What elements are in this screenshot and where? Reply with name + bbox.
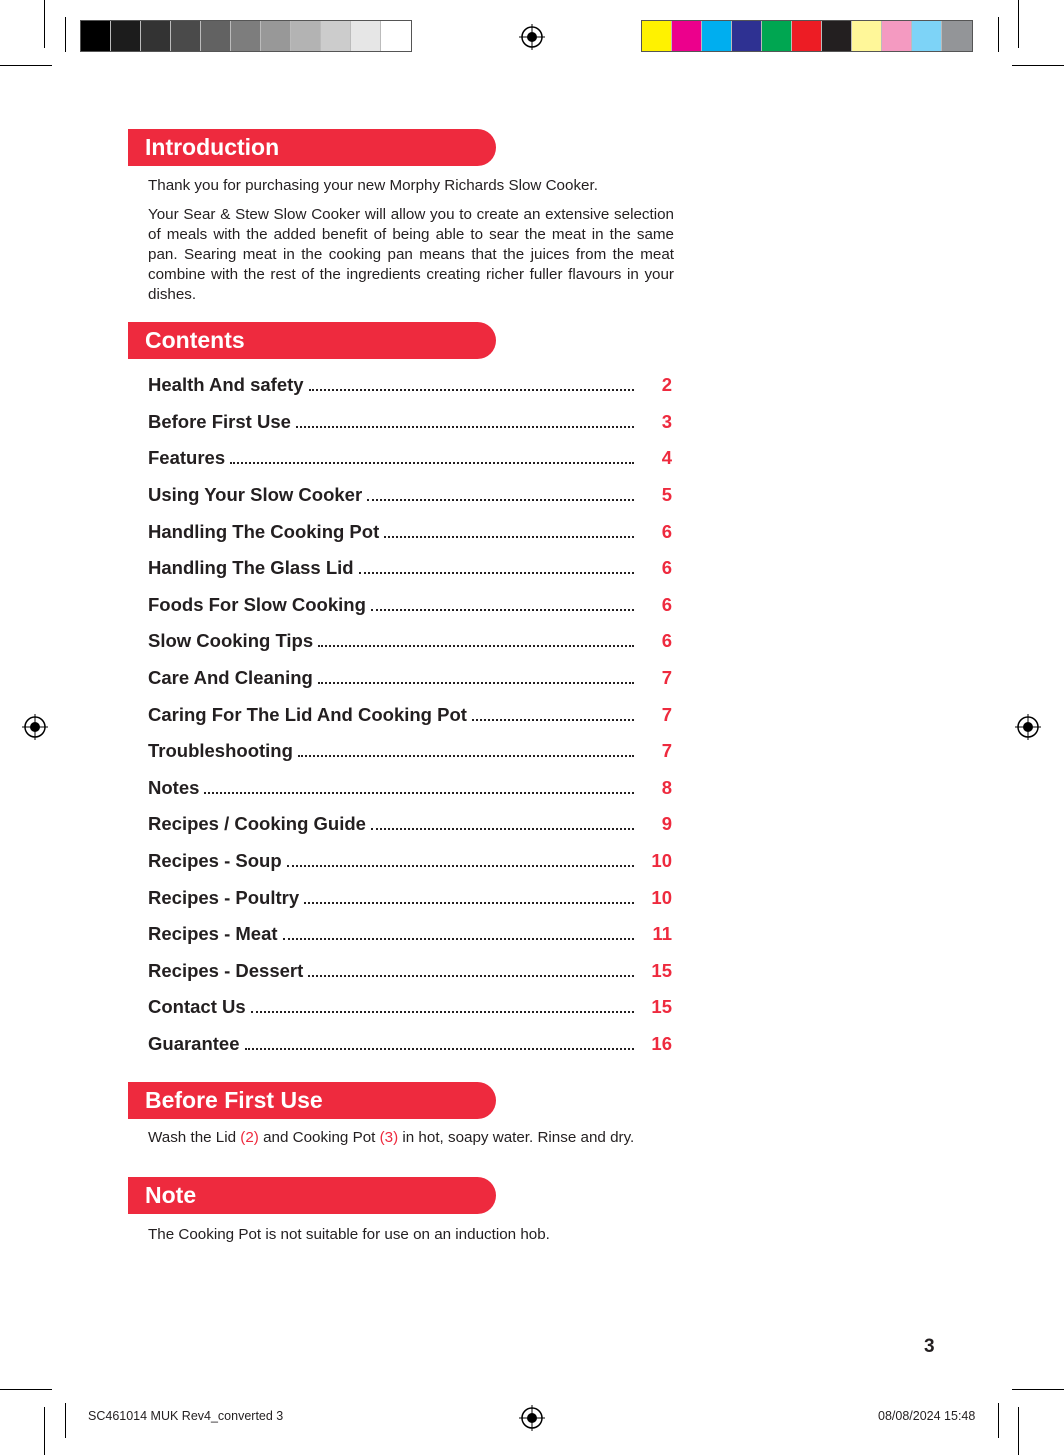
contents-entry-title: Handling The Glass Lid bbox=[148, 557, 354, 579]
contents-entry bbox=[148, 550, 672, 587]
dot-leader bbox=[304, 901, 634, 904]
contents-entry-title-row bbox=[148, 996, 634, 1018]
before-first-use-text-2: and Cooking Pot bbox=[258, 1129, 380, 1146]
contents-entry-title: Recipes - Soup bbox=[148, 850, 282, 872]
process-color-swatch bbox=[822, 21, 852, 51]
contents-entry-page: 9 bbox=[661, 813, 672, 835]
introduction-paragraph-2: Your Sear & Stew Slow Cooker will allow you to create an extensive selection of meals with the added benefit of being able to sear the meat in the same pan. Searing meat in the cooking pan means that the juices from the meat combine with the rest of the ingredients creating richer fuller flavours in your dishes. bbox=[148, 206, 674, 303]
registration-target-icon bbox=[22, 714, 48, 740]
dot-leader bbox=[371, 608, 634, 611]
dot-leader bbox=[308, 974, 634, 977]
registration-target-icon bbox=[519, 24, 545, 50]
introduction-paragraph-1: Thank you for purchasing your new Morphy Richards Slow Cooker. bbox=[148, 177, 598, 194]
contents-entry-title-row bbox=[148, 960, 634, 982]
before-first-use-text-1: Wash the Lid bbox=[148, 1129, 241, 1146]
contents-entry-page: 3 bbox=[661, 410, 672, 432]
contents-entry bbox=[148, 989, 672, 1026]
registration-target-icon bbox=[519, 1405, 545, 1431]
crop-mark-bottom-right-v2 bbox=[998, 1403, 999, 1438]
contents-entry bbox=[148, 696, 672, 733]
contents-entry-page: 7 bbox=[661, 667, 672, 689]
gray-swatch bbox=[351, 21, 381, 51]
contents-entry-title: Recipes - Poultry bbox=[148, 886, 300, 908]
footer-file-info: SC461014 MUK Rev4_converted 3 bbox=[88, 1409, 284, 1423]
note-heading: Note bbox=[128, 1177, 496, 1214]
contents-entry-page: 10 bbox=[651, 850, 672, 872]
contents-entry-page: 7 bbox=[661, 740, 672, 762]
contents-entry-page: 7 bbox=[661, 703, 672, 725]
contents-entry-title-row bbox=[148, 411, 634, 433]
dot-leader bbox=[296, 425, 634, 428]
contents-entry-page: 6 bbox=[661, 557, 672, 579]
contents-entry-title-row bbox=[148, 630, 634, 652]
contents-entry bbox=[148, 587, 672, 624]
crop-mark-top-right-v bbox=[1018, 0, 1019, 48]
gray-swatch bbox=[201, 21, 231, 51]
note-text: The Cooking Pot is not suitable for use on an induction hob. bbox=[148, 1226, 550, 1243]
footer-timestamp: 08/08/2024 15:48 bbox=[878, 1409, 976, 1423]
gray-swatch bbox=[381, 21, 411, 51]
contents-entry-title: Recipes - Dessert bbox=[148, 959, 304, 981]
dot-leader bbox=[318, 681, 634, 684]
contents-entry bbox=[148, 770, 672, 807]
contents-entry-title-row bbox=[148, 1033, 634, 1055]
contents-entry bbox=[148, 953, 672, 990]
crop-mark-top-left-h bbox=[0, 65, 52, 66]
contents-entry-title: Caring For The Lid And Cooking Pot bbox=[148, 703, 467, 725]
contents-heading: Contents bbox=[128, 322, 496, 359]
contents-entry-title: Guarantee bbox=[148, 1032, 240, 1054]
contents-entry-page: 4 bbox=[661, 447, 672, 469]
contents-entry-title: Slow Cooking Tips bbox=[148, 630, 314, 652]
dot-leader bbox=[472, 718, 634, 721]
dot-leader bbox=[384, 535, 634, 538]
contents-entry-title-row bbox=[148, 887, 634, 909]
process-color-swatch bbox=[882, 21, 912, 51]
crop-mark-top-right-h bbox=[1012, 65, 1064, 66]
gray-swatch bbox=[141, 21, 171, 51]
dot-leader bbox=[230, 461, 634, 464]
contents-entry-title-row bbox=[148, 667, 634, 689]
contents-entry-title: Handling The Cooking Pot bbox=[148, 520, 380, 542]
contents-list bbox=[148, 367, 672, 1062]
contents-entry-title-row bbox=[148, 447, 634, 469]
contents-entry-title: Contact Us bbox=[148, 996, 246, 1018]
contents-entry bbox=[148, 513, 672, 550]
contents-entry-page: 11 bbox=[652, 923, 672, 945]
contents-entry-page: 6 bbox=[661, 520, 672, 542]
contents-entry-title: Features bbox=[148, 447, 226, 469]
contents-entry bbox=[148, 733, 672, 770]
dot-leader bbox=[245, 1047, 634, 1050]
gray-swatch bbox=[261, 21, 291, 51]
contents-entry-title-row bbox=[148, 740, 634, 762]
contents-entry-title-row bbox=[148, 484, 634, 506]
contents-entry bbox=[148, 440, 672, 477]
cooking-pot-reference: (3) bbox=[379, 1129, 399, 1146]
contents-entry-page: 5 bbox=[661, 484, 672, 506]
process-color-swatch bbox=[672, 21, 702, 51]
introduction-heading: Introduction bbox=[128, 129, 496, 166]
gray-swatch bbox=[231, 21, 261, 51]
contents-entry-title-row bbox=[148, 521, 634, 543]
process-color-swatch bbox=[702, 21, 732, 51]
contents-entry bbox=[148, 879, 672, 916]
contents-entry-title-row bbox=[148, 704, 634, 726]
contents-entry-title-row bbox=[148, 813, 634, 835]
contents-entry-title-row bbox=[148, 923, 634, 945]
contents-entry-title-row bbox=[148, 850, 634, 872]
gray-swatch bbox=[111, 21, 141, 51]
crop-mark-top-right-v2 bbox=[998, 17, 999, 52]
dot-leader bbox=[283, 937, 634, 940]
registration-target-icon bbox=[1015, 714, 1041, 740]
contents-entry-title: Recipes / Cooking Guide bbox=[148, 813, 366, 835]
gray-swatch bbox=[81, 21, 111, 51]
process-color-swatch bbox=[792, 21, 822, 51]
dot-leader bbox=[367, 498, 634, 501]
dot-leader bbox=[204, 791, 634, 794]
contents-entry-title: Troubleshooting bbox=[148, 740, 293, 762]
contents-entry-title: Foods For Slow Cooking bbox=[148, 593, 366, 615]
grayscale-color-bar bbox=[80, 20, 412, 52]
lid-reference: (2) bbox=[240, 1129, 259, 1146]
crop-mark-bottom-left-h bbox=[0, 1389, 52, 1390]
before-first-use-heading: Before First Use bbox=[128, 1082, 496, 1119]
dot-leader bbox=[309, 388, 634, 391]
contents-entry bbox=[148, 477, 672, 514]
dot-leader bbox=[251, 1010, 634, 1013]
contents-entry bbox=[148, 623, 672, 660]
contents-entry bbox=[148, 367, 672, 404]
crop-mark-top-left-v bbox=[44, 0, 45, 48]
contents-entry-title-row bbox=[148, 374, 634, 396]
contents-entry-page: 16 bbox=[651, 1032, 672, 1054]
contents-entry bbox=[148, 660, 672, 697]
process-color-swatch bbox=[942, 21, 972, 51]
contents-entry bbox=[148, 1026, 672, 1063]
process-color-bar bbox=[641, 20, 973, 52]
contents-entry-page: 6 bbox=[661, 593, 672, 615]
contents-entry bbox=[148, 843, 672, 880]
contents-entry-page: 8 bbox=[661, 776, 672, 798]
contents-entry-title-row bbox=[148, 594, 634, 616]
contents-entry-page: 6 bbox=[661, 630, 672, 652]
contents-entry-title-row bbox=[148, 777, 634, 799]
contents-entry-page: 15 bbox=[651, 996, 672, 1018]
dot-leader bbox=[371, 827, 634, 830]
dot-leader bbox=[318, 644, 634, 647]
dot-leader bbox=[298, 754, 634, 757]
contents-entry bbox=[148, 404, 672, 441]
dot-leader bbox=[359, 571, 634, 574]
process-color-swatch bbox=[642, 21, 672, 51]
contents-entry bbox=[148, 806, 672, 843]
process-color-swatch bbox=[852, 21, 882, 51]
contents-entry-title: Using Your Slow Cooker bbox=[148, 484, 363, 506]
contents-entry-page: 10 bbox=[651, 886, 672, 908]
page-number: 3 bbox=[924, 1336, 935, 1357]
contents-entry-title: Care And Cleaning bbox=[148, 667, 313, 689]
gray-swatch bbox=[171, 21, 201, 51]
crop-mark-bottom-right-v bbox=[1018, 1407, 1019, 1455]
crop-mark-bottom-right-h bbox=[1012, 1389, 1064, 1390]
crop-mark-bottom-left-v2 bbox=[65, 1403, 66, 1438]
contents-entry-page: 15 bbox=[651, 959, 672, 981]
contents-entry-title: Recipes - Meat bbox=[148, 923, 278, 945]
process-color-swatch bbox=[732, 21, 762, 51]
contents-entry-page: 2 bbox=[661, 374, 672, 396]
process-color-swatch bbox=[762, 21, 792, 51]
contents-entry-title: Notes bbox=[148, 776, 200, 798]
gray-swatch bbox=[291, 21, 321, 51]
crop-mark-bottom-left-v bbox=[44, 1407, 45, 1455]
before-first-use-text-3: in hot, soapy water. Rinse and dry. bbox=[398, 1129, 635, 1146]
contents-entry bbox=[148, 916, 672, 953]
before-first-use-text bbox=[148, 1130, 658, 1145]
contents-entry-title-row bbox=[148, 557, 634, 579]
process-color-swatch bbox=[912, 21, 942, 51]
gray-swatch bbox=[321, 21, 351, 51]
contents-entry-title: Health And safety bbox=[148, 374, 304, 396]
dot-leader bbox=[287, 864, 634, 867]
crop-mark-top-left-v2 bbox=[65, 17, 66, 52]
contents-entry-title: Before First Use bbox=[148, 410, 291, 432]
